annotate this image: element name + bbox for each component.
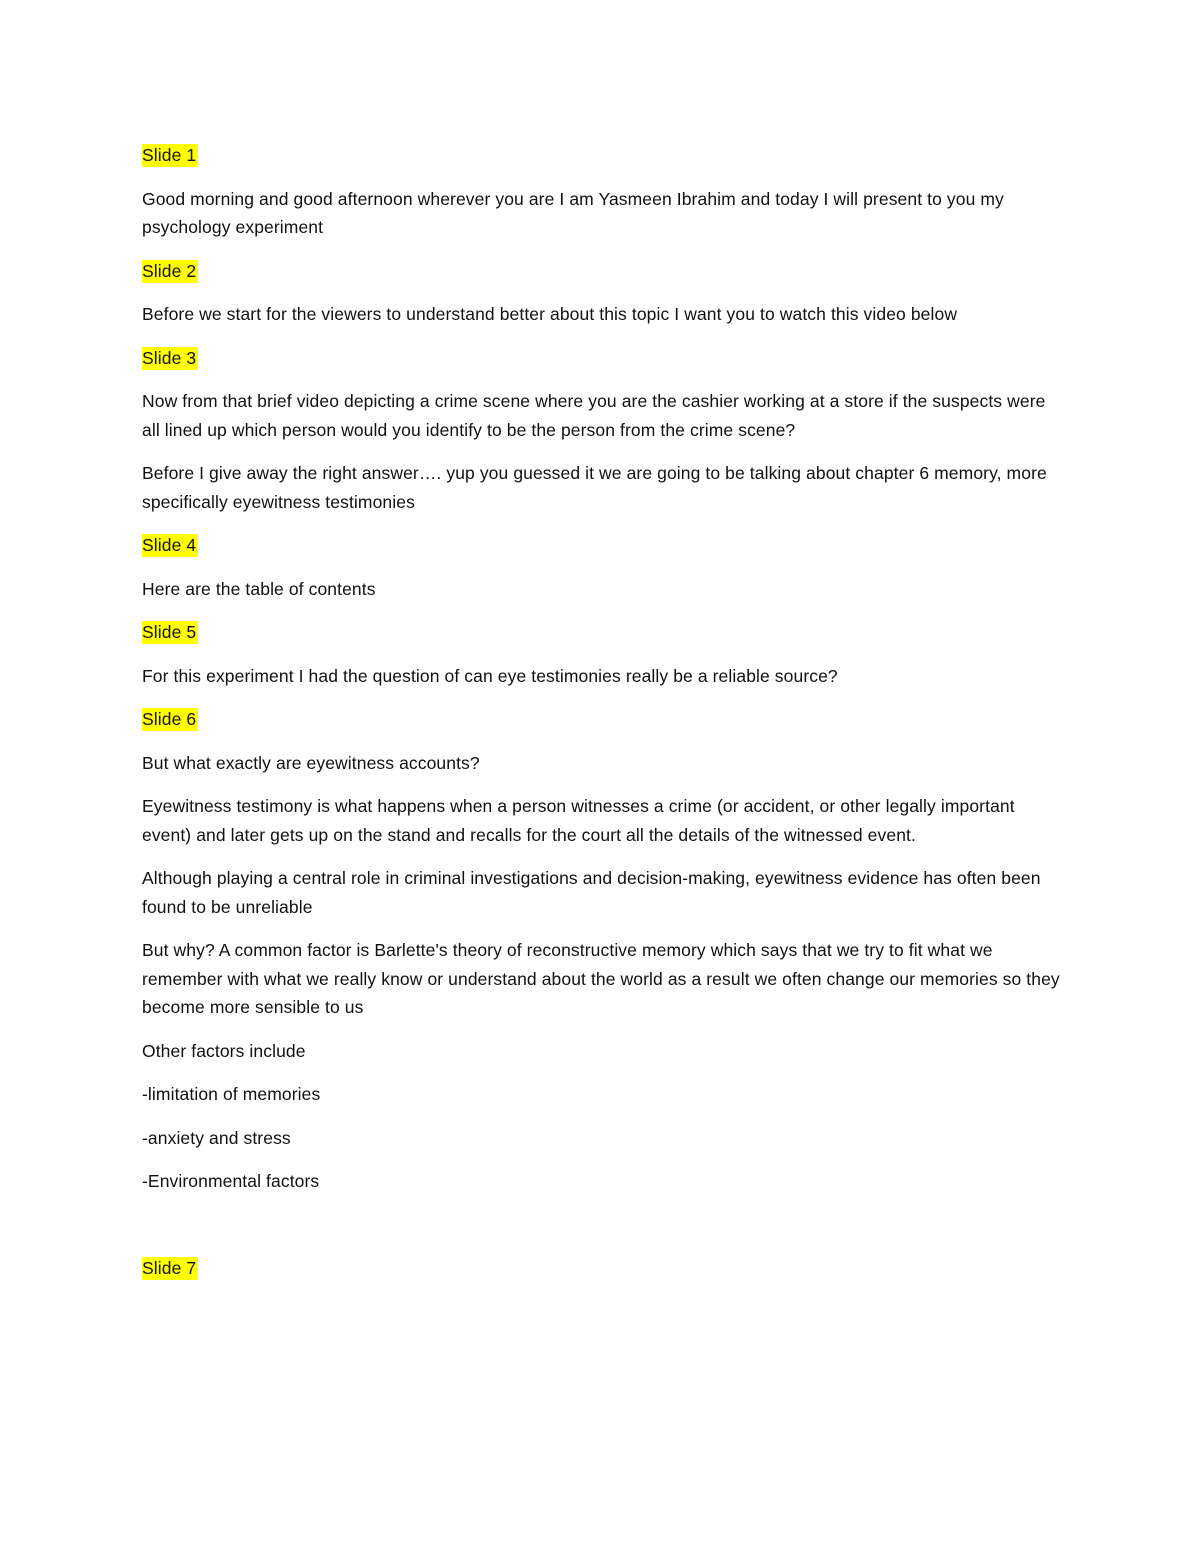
highlighted-text: Slide 5 bbox=[142, 622, 197, 642]
slide-3-paragraph: Now from that brief video depicting a crime scene where you are the cashier working at a store if the suspects were all lined up which person would you identify to be the person from the crime scene? bbox=[142, 391, 1046, 440]
slide-4-paragraph: Here are the table of contents bbox=[142, 578, 376, 599]
slide-2-heading bbox=[142, 257, 1062, 286]
slide-6-paragraph: But what exactly are eyewitness accounts? bbox=[142, 752, 480, 773]
highlighted-text: Slide 3 bbox=[142, 347, 197, 368]
slide-5-paragraph: For this experiment I had the question of can eye testimonies really be a reliable source? bbox=[142, 665, 838, 686]
highlighted-text: Slide 1 bbox=[142, 145, 197, 165]
highlighted-text: Slide 6 bbox=[142, 709, 197, 729]
document-body bbox=[142, 141, 1062, 1297]
slide-5-heading bbox=[142, 618, 1062, 647]
slide-1-heading bbox=[142, 141, 1062, 170]
slide-4-heading bbox=[142, 531, 1062, 560]
list-item: -limitation of memories bbox=[142, 1084, 321, 1104]
slide-2-paragraph: Before we start for the viewers to understand better about this topic I want you to watch this video below bbox=[142, 304, 958, 324]
slide-6-heading bbox=[142, 705, 1062, 734]
blank-line bbox=[142, 1211, 1062, 1254]
slide-6-paragraph: Other factors include bbox=[142, 1040, 306, 1061]
highlighted-text: Slide 2 bbox=[142, 260, 197, 281]
slide-6-paragraph: But why? A common factor is Barlette's theory of reconstructive memory which says that we try to fit what we remember with what we really know or understand about the world as a result we often change our memories so they become more sensible to us bbox=[142, 940, 1060, 1017]
slide-3-paragraph: Before I give away the right answer…. yup you guessed it we are going to be talking about chapter 6 memory, more specifically eyewitness testimonies bbox=[142, 463, 1047, 512]
highlighted-text: Slide 7 bbox=[142, 1257, 197, 1278]
list-item: -anxiety and stress bbox=[142, 1127, 291, 1148]
list-item: -Environmental factors bbox=[142, 1171, 320, 1191]
slide-6-paragraph: Eyewitness testimony is what happens when a person witnesses a crime (or accident, or other legally important event) and later gets up on the stand and recalls for the court all the details of the witnessed event. bbox=[142, 796, 1015, 845]
slide-7-heading bbox=[142, 1254, 1062, 1283]
slide-6-paragraph: Although playing a central role in criminal investigations and decision-making, eyewitness evidence has often been found to be unreliable bbox=[142, 868, 1041, 917]
highlighted-text: Slide 4 bbox=[142, 535, 197, 555]
slide-3-heading bbox=[142, 344, 1062, 373]
slide-1-paragraph: Good morning and good afternoon wherever you are I am Yasmeen Ibrahim and today I will present to you my psychology experiment bbox=[142, 188, 1004, 237]
